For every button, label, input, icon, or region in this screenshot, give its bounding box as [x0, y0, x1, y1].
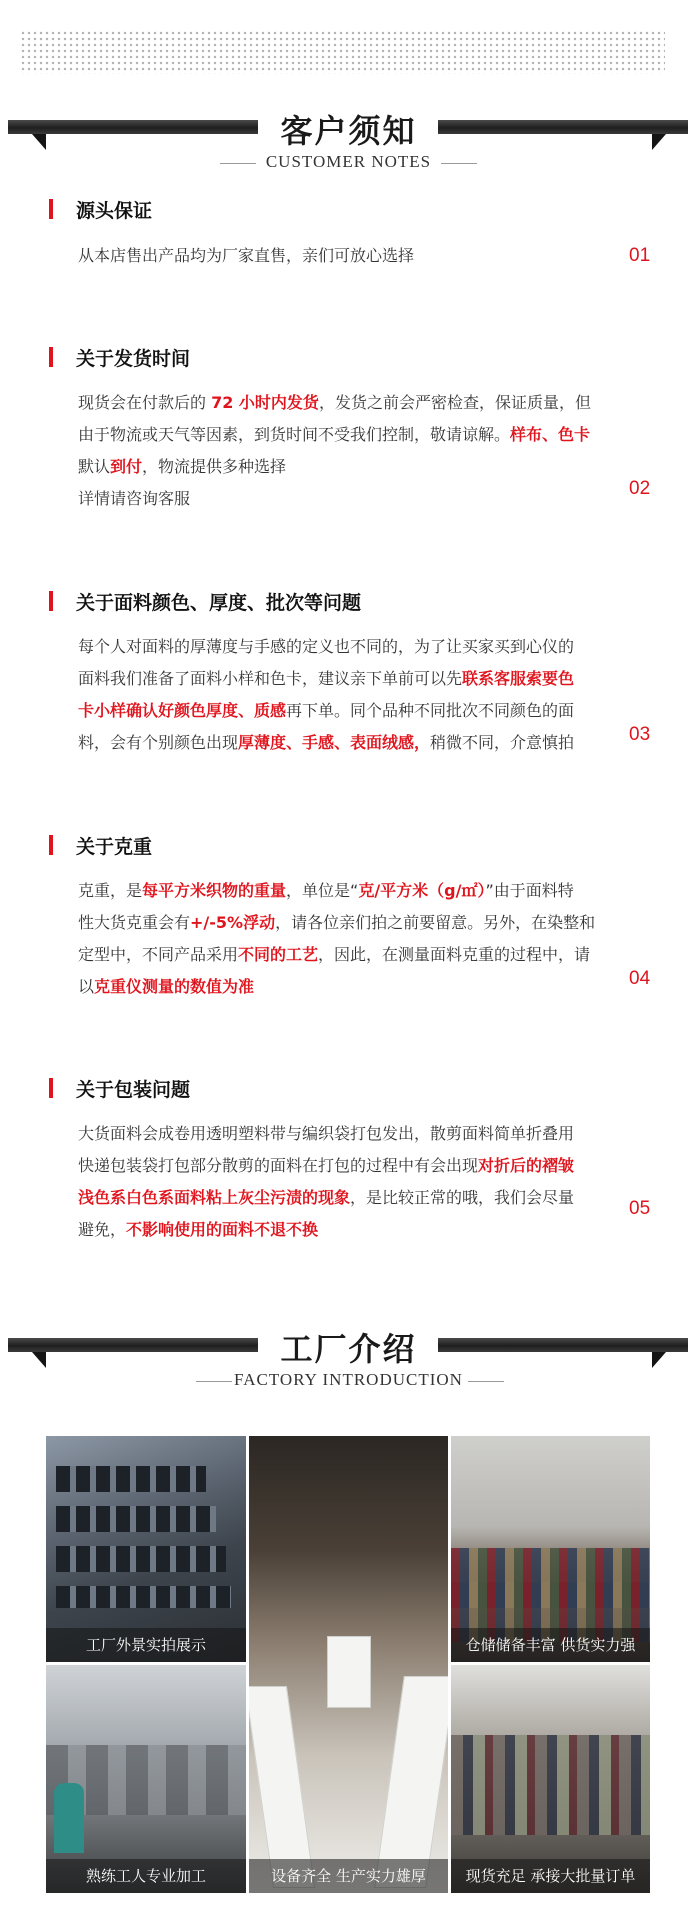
note-heading: 关于包装问题 — [76, 1079, 191, 1101]
highlighted-text: 浅色系白色系面料粘上灰尘污渍的现象 — [78, 1188, 351, 1207]
photo-caption: 熟练工人专业加工 — [46, 1859, 246, 1893]
body-text: 性大货克重会有 — [78, 913, 191, 932]
note-body — [78, 387, 618, 515]
warehouse-photo — [451, 1436, 650, 1662]
body-text: 避免， — [78, 1220, 127, 1239]
factory-intro-banner — [0, 1318, 697, 1398]
note-number: 05 — [629, 1198, 651, 1219]
highlighted-text: 联系客服索要色 — [462, 669, 575, 688]
note-body-line — [78, 727, 618, 759]
body-text: ，物流提供多种选择 — [142, 457, 287, 476]
dotted-pattern-decoration — [20, 30, 665, 74]
body-text: 料，会有个别颜色出现 — [78, 733, 239, 752]
note-body-line — [78, 419, 618, 451]
body-text: ，单位是“ — [286, 881, 359, 900]
body-text: ，发货之前会严密检查，保证质量，但 — [318, 393, 591, 412]
note-body-line — [78, 875, 618, 907]
red-marker — [49, 347, 53, 367]
body-text: 以 — [78, 977, 95, 996]
note-body-line — [78, 695, 618, 727]
note-heading: 关于发货时间 — [76, 348, 191, 370]
body-text: 详情请咨询客服 — [78, 489, 191, 508]
photo-caption: 现货充足 承接大批量订单 — [451, 1859, 650, 1893]
factory-photo-grid — [46, 1436, 650, 1893]
highlighted-text: 卡小样确认好颜色厚度、质感 — [78, 701, 287, 720]
body-text: 大货面料会成卷用透明塑料带与编织袋打包发出，散剪面料简单折叠用 — [78, 1124, 575, 1143]
body-text: 默认 — [78, 457, 111, 476]
body-text: 由于物流或天气等因素，到货时间不受我们控制，敬请谅解。 — [78, 425, 511, 444]
body-text: 每个人对面料的厚薄度与手感的定义也不同的，为了让买家买到心仪的 — [78, 637, 575, 656]
highlighted-text: 72 小时内发货 — [211, 393, 319, 412]
highlighted-text: 克/平方米（g/㎡） — [358, 881, 486, 900]
note-number: 03 — [629, 724, 651, 745]
note-number: 02 — [629, 478, 651, 499]
highlighted-text: 对折后的褶皱 — [478, 1156, 575, 1175]
body-text: 克重，是 — [78, 881, 143, 900]
section-subtitle: CUSTOMER NOTES — [265, 152, 432, 171]
photo-caption: 仓储储备丰富 供货实力强 — [451, 1628, 650, 1662]
note-heading: 关于克重 — [76, 836, 153, 858]
photo-caption: 设备齐全 生产实力雄厚 — [249, 1859, 448, 1893]
note-body-line — [78, 387, 618, 419]
note-number: 01 — [629, 245, 651, 266]
factory-exterior-photo — [46, 1436, 246, 1662]
note-body-line — [78, 483, 618, 515]
body-text: 快递包装袋打包部分散剪的面料在打包的过程中有会出现 — [78, 1156, 479, 1175]
highlighted-text: +/-5%浮动 — [190, 913, 276, 932]
body-text: ”由于面料特 — [485, 881, 574, 900]
photo-caption: 工厂外景实拍展示 — [46, 1628, 246, 1662]
red-marker — [49, 835, 53, 855]
red-marker — [49, 1078, 53, 1098]
note-body-line — [78, 663, 618, 695]
note-body-line — [78, 1214, 618, 1246]
note-heading: 源头保证 — [76, 200, 153, 222]
note-body-line — [78, 240, 618, 272]
note-body-line — [78, 907, 618, 939]
highlighted-text: 不同的工艺 — [238, 945, 319, 964]
body-text: ，是比较正常的哦，我们会尽量 — [350, 1188, 575, 1207]
note-body — [78, 875, 618, 1003]
note-body — [78, 240, 618, 272]
workers-photo — [46, 1665, 246, 1893]
body-text: 从本店售出产品均为厂家直售，亲们可放心选择 — [78, 246, 415, 265]
body-text: 稍微不同，介意慎拍 — [430, 733, 575, 752]
body-text: ，因此，在测量面料克重的过程中，请 — [318, 945, 591, 964]
body-text: 面料我们准备了面料小样和色卡，建议亲下单前可以先 — [78, 669, 463, 688]
section-title: 客户须知 — [280, 112, 417, 150]
note-body-line — [78, 971, 618, 1003]
note-body-line — [78, 1118, 618, 1150]
body-text: ，请各位亲们拍之前要留意。另外，在染整和 — [275, 913, 596, 932]
note-body-line — [78, 451, 618, 483]
body-text: 现货会在付款后的 — [78, 393, 212, 412]
note-body-line — [78, 1150, 618, 1182]
note-body — [78, 1118, 618, 1246]
note-body-line — [78, 1182, 618, 1214]
note-body-line — [78, 939, 618, 971]
red-marker — [49, 199, 53, 219]
section-title: 工厂介绍 — [280, 1330, 417, 1368]
section-subtitle: FACTORY INTRODUCTION — [234, 1370, 463, 1389]
note-body-line — [78, 631, 618, 663]
highlighted-text: 克重仪测量的数值为准 — [94, 977, 255, 996]
highlighted-text: 每平方米织物的重量 — [142, 881, 287, 900]
highlighted-text: 不影响使用的面料不退不换 — [126, 1220, 319, 1239]
factory-equipment-photo — [249, 1436, 448, 1893]
body-text: 再下单。同个品种不同批次不同颜色的面 — [286, 701, 575, 720]
note-heading: 关于面料颜色、厚度、批次等问题 — [76, 592, 362, 614]
red-marker — [49, 591, 53, 611]
highlighted-text: 到付 — [110, 457, 143, 476]
customer-notes-banner — [0, 100, 697, 180]
stock-photo — [451, 1665, 650, 1893]
body-text: 定型中，不同产品采用 — [78, 945, 239, 964]
note-number: 04 — [629, 968, 651, 989]
highlighted-text: 样布、色卡 — [510, 425, 591, 444]
highlighted-text: 厚薄度、手感、表面绒感， — [238, 733, 431, 752]
note-body — [78, 631, 618, 759]
